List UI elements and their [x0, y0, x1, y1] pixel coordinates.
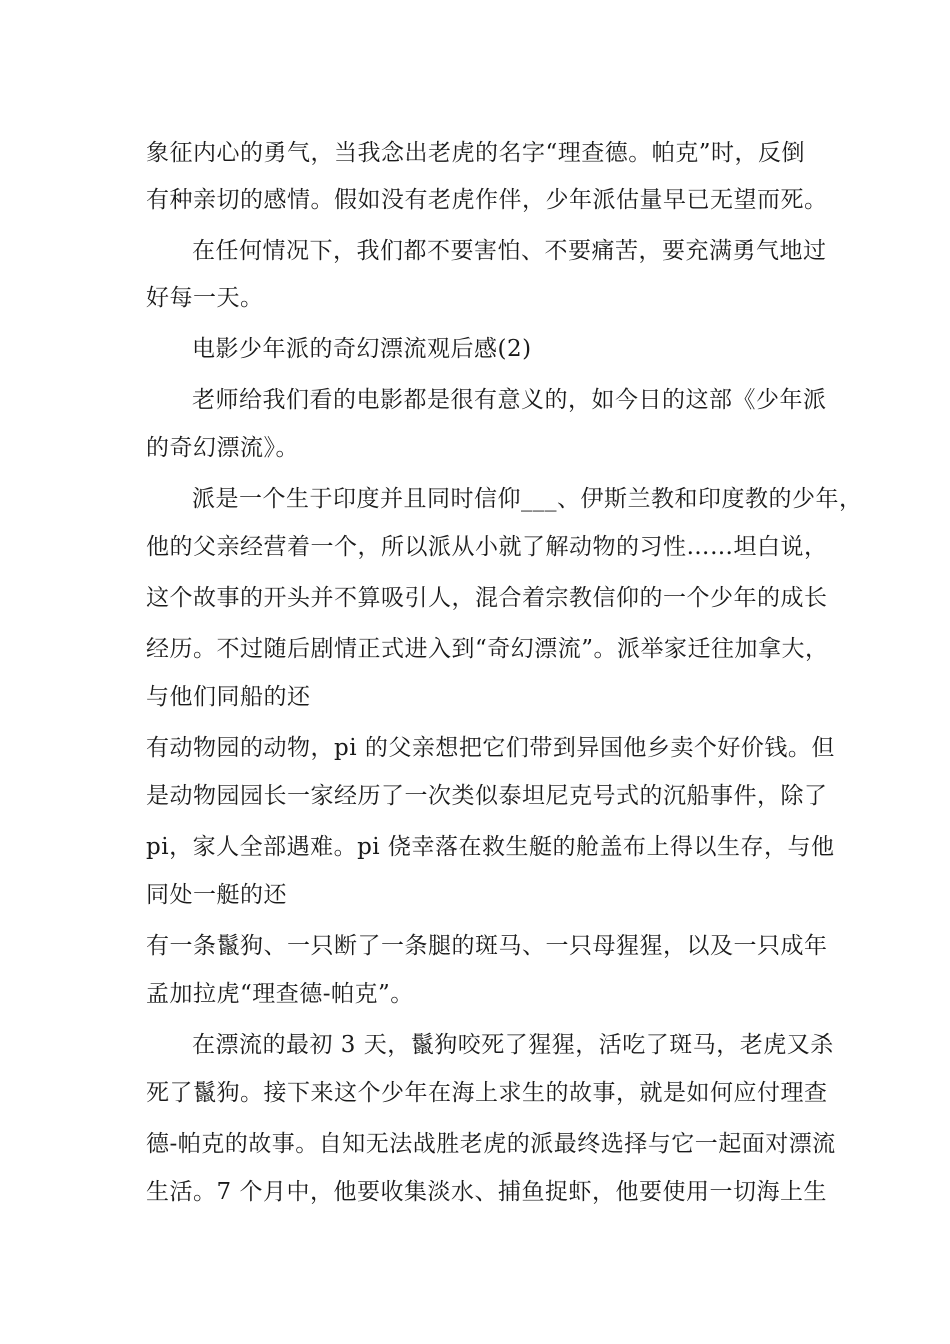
text-line: 象征内心的勇气，当我念出老虎的名字“理查德。帕克”时，反倒 [146, 140, 806, 166]
section-heading: 电影少年派的奇幻漂流观后感(2) [192, 336, 532, 362]
text-line: 他的父亲经营着一个，所以派从小就了解动物的习性……坦白说， [146, 534, 828, 560]
text-line: 好每一天。 [146, 285, 264, 311]
text-line: 生活。7 个月中，他要收集淡水、捕鱼捉虾，他要使用一切海上生 [146, 1179, 827, 1205]
text-line: 的奇幻漂流》。 [146, 435, 299, 461]
text-line: 在任何情况下，我们都不要害怕、不要痛苦，要充满勇气地过 [192, 238, 827, 264]
text-line: 有动物园的动物，pi 的父亲想把它们带到异国他乡卖个好价钱。但 [146, 735, 835, 761]
text-line: 经历。不过随后剧情正式进入到“奇幻漂流”。派举家迁往加拿大， [146, 636, 829, 662]
text-line: 这个故事的开头并不算吸引人，混合着宗教信仰的一个少年的成长 [146, 585, 828, 611]
text-line: 派是一个生于印度并且同时信仰___、伊斯兰教和印度教的少年， [192, 486, 863, 512]
text-line: 老师给我们看的电影都是很有意义的，如今日的这部《少年派 [192, 387, 827, 413]
text-line: 死了鬣狗。接下来这个少年在海上求生的故事，就是如何应付理查 [146, 1080, 828, 1106]
text-line: 孟加拉虎“理查德-帕克”。 [146, 981, 414, 1007]
text-line: 德-帕克的故事。自知无法战胜老虎的派最终选择与它一起面对漂流 [146, 1131, 836, 1157]
text-line: pi，家人全部遇难。pi 侥幸落在救生艇的舱盖布上得以生存，与他 [146, 834, 835, 860]
text-line: 有一条鬣狗、一只断了一条腿的斑马、一只母猩猩，以及一只成年 [146, 933, 828, 959]
text-line: 在漂流的最初 3 天，鬣狗咬死了猩猩，活吃了斑马，老虎又杀 [192, 1032, 834, 1058]
text-line: 有种亲切的感情。假如没有老虎作伴，少年派估量早已无望而死。 [146, 187, 828, 213]
text-line: 同处一艇的还 [146, 882, 287, 908]
text-line: 是动物园园长一家经历了一次类似泰坦尼克号式的沉船事件，除了 [146, 783, 828, 809]
text-line: 与他们同船的还 [146, 684, 311, 710]
